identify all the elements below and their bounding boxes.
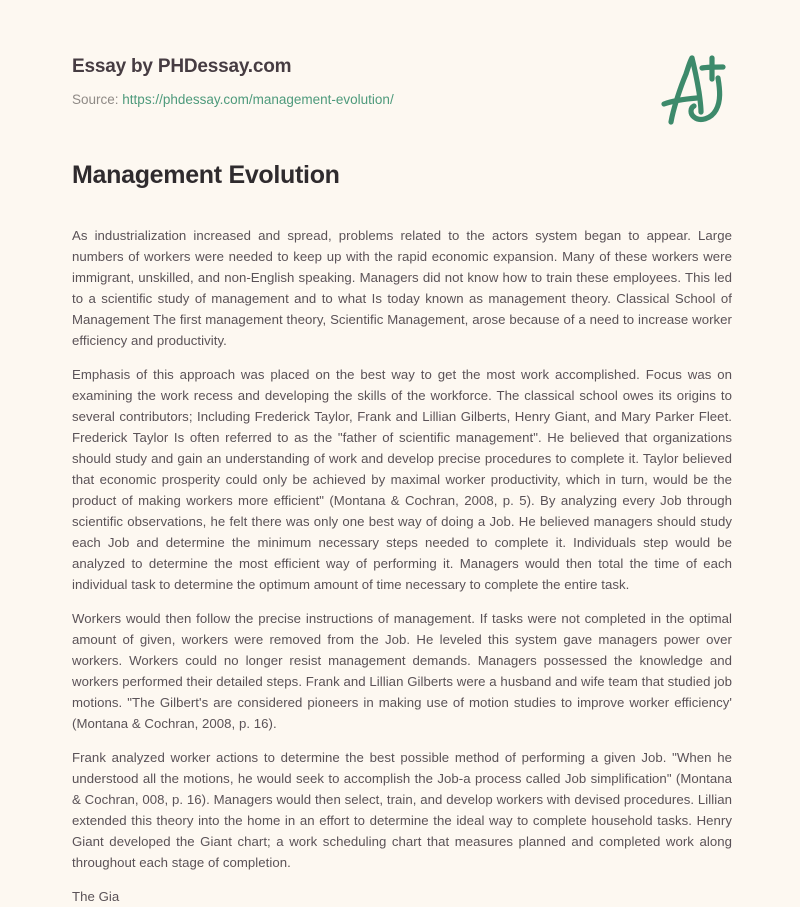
source-label: Source: — [72, 91, 119, 107]
article-paragraph: As industrialization increased and spread, problems related to the actors system began to appear. Large numbers of workers were needed to keep up with the rapid economic expansion. Many of these workers were immigrant, unskilled, and non-English speaking. Managers did not know how to train these employees. This led to a scientific study of management and to what Is today known as management theory. Classical School of Management The first management theory, Scientific Management, arose because of a need to increase worker efficiency and productivity. — [72, 228, 732, 349]
a-plus-logo-icon — [640, 46, 736, 134]
article-paragraph: Frank analyzed worker actions to determine the best possible method of performing a given Job. "When he understood all the motions, he would seek to accomplish the Job-a process called Job simplification" (Montana & Cochran, 008, p. 16). Managers would then select, train, and develop workers with devised procedures. Lillian extended this theory into the home in an effort to determine the ideal way to complete household tasks. Henry Giant developed the Giant chart; a work scheduling chart that measures planned and completed work along throughout each stage of completion. — [72, 750, 732, 871]
article-body — [72, 225, 732, 907]
article-paragraph: Emphasis of this approach was placed on the best way to get the most work accomplished. Focus was on examining the work recess and developing the skills of the workforce. The classical school owes its origins to several contributors; Including Frederick Taylor, Frank and Lillian Gilberts, Henry Giant, and Mary Parker Fleet. Frederick Taylor Is often referred to as the "father of scientific management". He believed that organizations should study and gain an understanding of work and develop precise procedures to complete it. Taylor believed that economic prosperity could only be achieved by maximal worker productivity, which in turn, would be the product of making workers more efficient" (Montana & Cochran, 2008, p. 5). By analyzing every Job through scientific observations, he felt there was only one best way of doing a Job. He believed managers should study each Job and determine the minimum necessary steps needed to complete it. Individuals step would be analyzed to determine the most efficient way of performing it. Managers would then total the time of each individual task to determine the optimum amount of time necessary to complete the entire task. — [72, 367, 732, 593]
article-paragraph: Workers would then follow the precise instructions of management. If tasks were not completed in the optimal amount of given, workers were removed from the Job. He leveled this system gave managers power over workers. Workers could no longer resist management demands. Managers possessed the knowledge and workers performed their detailed steps. Frank and Lillian Gilberts were a husband and wife team that studied job motions. "The Gilbert's are considered pioneers in making use of motion studies to improve worker efficiency' (Montana & Cochran, 2008, p. 16). — [72, 611, 732, 732]
brand-block — [72, 56, 394, 108]
source-url-link[interactable]: https://phdessay.com/management-evolution/ — [122, 91, 394, 107]
article — [72, 160, 732, 907]
article-paragraph: The Gia — [72, 889, 120, 905]
brand-title: Essay by PHDessay.com — [72, 56, 292, 77]
site-header — [0, 0, 800, 150]
source-line — [72, 92, 394, 108]
page-title: Management Evolution — [72, 161, 340, 189]
